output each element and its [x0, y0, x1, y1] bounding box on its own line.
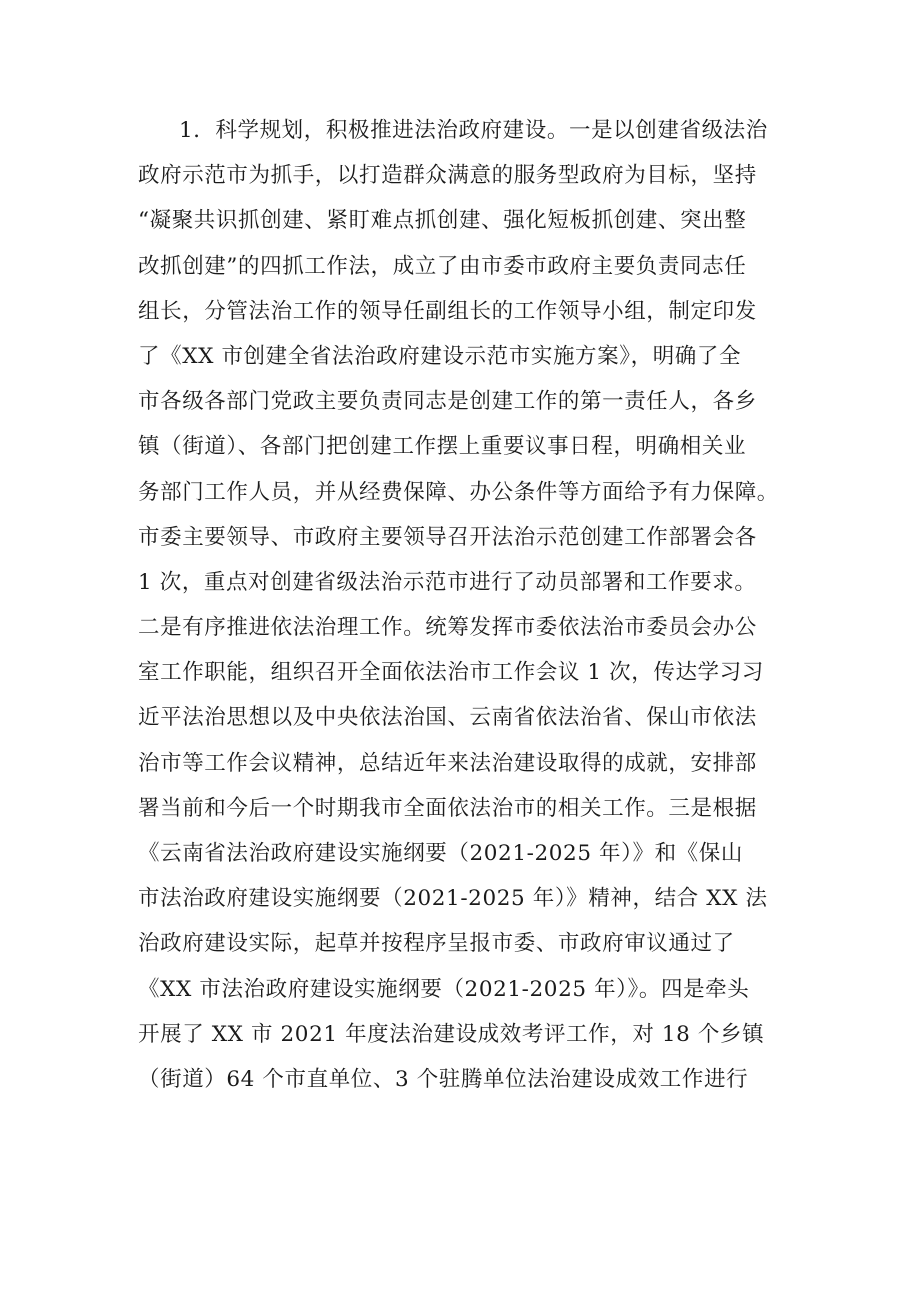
text-line: 二是有序推进依法治理工作。统筹发挥市委依法治市委员会办公	[138, 615, 757, 641]
text-line: 《XX 市法治政府建设实施纲要（2021-2025 年）》。四是牵头	[138, 976, 750, 1002]
text-line: 市法治政府建设实施纲要（2021-2025 年）》精神，结合 XX 法	[138, 886, 768, 912]
text-line: 《云南省法治政府建设实施纲要（2021-2025 年）》和《保山	[138, 841, 743, 866]
text-line: 了《XX 市创建全省法治政府建设示范市实施方案》，明确了全	[138, 343, 742, 369]
text-line: 务部门工作人员，并从经费保障、办公条件等方面给予有力保障。	[138, 479, 779, 505]
text-line: 政府示范市为抓手，以打造群众满意的服务型政府为目标，坚持	[138, 163, 757, 189]
text-line: 近平法治思想以及中央依法治国、云南省依法治省、保山市依法	[138, 705, 757, 731]
text-line: 治市等工作会议精神，总结近年来法治建设取得的成就，安排部	[138, 750, 757, 776]
text-line: 改抓创建”的四抓工作法，成立了由市委市政府主要负责同志任	[138, 253, 747, 279]
text-line: 1 次，重点对创建省级法治示范市进行了动员部署和工作要求。	[138, 569, 757, 595]
text-line: 市各级各部门党政主要负责同志是创建工作的第一责任人，各乡	[138, 389, 757, 415]
text-line: 治政府建设实际，起草并按程序呈报市委、市政府审议通过了	[138, 931, 735, 957]
text-line: 开展了 XX 市 2021 年度法治建设成效考评工作，对 18 个乡镇	[138, 1021, 765, 1047]
text-line: 室工作职能，组织召开全面依法治市工作会议 1 次，传达学习习	[138, 660, 764, 686]
text-line: 镇（街道）、各部门把创建工作摆上重要议事日程，明确相关业	[138, 434, 747, 460]
text-line: 1．科学规划，积极推进法治政府建设。一是以创建省级法治	[179, 118, 768, 143]
text-line: 市委主要领导、市政府主要领导召开法治示范创建工作部署会各	[138, 524, 757, 550]
text-line: 组长，分管法治工作的领导任副组长的工作领导小组，制定印发	[138, 298, 757, 324]
document-body	[138, 108, 798, 1102]
text-line: （街道）64 个市直单位、3 个驻腾单位法治建设成效工作进行	[138, 1066, 749, 1092]
text-line: “凝聚共识抓创建、紧盯难点抓创建、强化短板抓创建、突出整	[138, 208, 747, 234]
text-line: 署当前和今后一个时期我市全面依法治市的相关工作。三是根据	[138, 795, 757, 821]
